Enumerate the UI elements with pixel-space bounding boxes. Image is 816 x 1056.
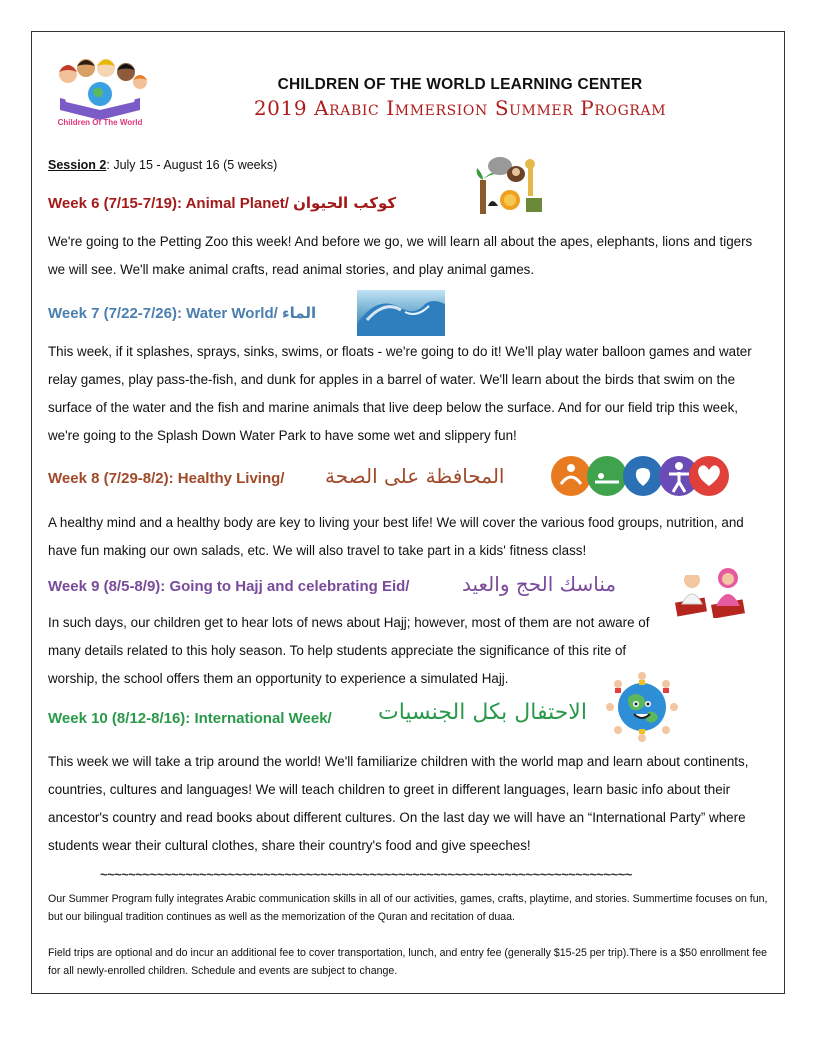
week-7-description: This week, if it splashes, sprays, sinks, swims, or floats - we're going to do it! We'll play water balloon games and water relay games, play pass-the-fish, and dunk for apples in a barrel of water. We'll learn about the birds that swim on the surface of the water and the fish and marine animals that live deep below the surface. And for our field trip this week, we're going to the Splash Down Water Park to have some wet and slippery fun! bbox=[48, 344, 752, 443]
week-7-arabic: الماء bbox=[281, 304, 317, 322]
week-6-arabic: كوكب الحيوان bbox=[293, 194, 397, 212]
week-10-description: This week we will take a trip around the world! We'll familiarize children with the world map and learn about continents, countries, cultures and languages! We will teach children to greet in different languages, learn basic info about their ancestor's country and read books about different cultures. On the last day we will have an “International Party” where students wear their cultural clothes, share their country's food and give speeches! bbox=[48, 754, 749, 853]
week-8-heading bbox=[48, 470, 284, 487]
session-dates: : July 15 - August 16 (5 weeks) bbox=[106, 158, 278, 172]
week-9-description: In such days, our children get to hear lots of news about Hajj; however, most of them are not aware of many details related to this holy season. To help students appreciate the significance of this rite of worship, the school offers them an opportunity to experience a simulated Hajj. bbox=[48, 615, 650, 686]
week-9-title: Week 9 (8/5-8/9): Going to Hajj and celebrating Eid/ bbox=[48, 578, 410, 595]
animals-icon bbox=[476, 156, 544, 216]
health-icons bbox=[549, 454, 729, 498]
wave-icon bbox=[357, 290, 445, 336]
week-9-arabic: مناسك الحج والعيد bbox=[462, 572, 617, 596]
week-8-description: A healthy mind and a healthy body are key to living your best life! We will cover the various food groups, nutrition, and have fun making our own salads, etc. We will also travel to take part in a kids' fitness class! bbox=[48, 515, 744, 558]
week-7-heading bbox=[48, 304, 316, 322]
week-8-arabic: المحافظة على الصحة bbox=[325, 464, 505, 488]
logo-text: Children Of The World bbox=[57, 118, 143, 126]
praying-children-icon bbox=[672, 564, 748, 618]
week-9-heading bbox=[48, 578, 409, 595]
week-8-title: Week 8 (7/29-8/2): Healthy Living/ bbox=[48, 470, 285, 487]
note-arabic-integration: Our Summer Program fully integrates Arabic communication skills in all of our activities, games, crafts, playtime, and stories. Summertime focuses on fun, but our bilingual tradition continues as well as the memorization of the Quran and recitation of duaa. bbox=[48, 893, 768, 923]
session-line bbox=[48, 158, 277, 172]
week-6-title: Week 6 (7/15-7/19): Animal Planet/ bbox=[48, 195, 289, 212]
divider: ~~~~~~~~~~~~~~~~~~~~~~~~~~~~~~~~~~~~~~~~~~~~~~~~~~~~~~~~~~~~~~~~~~~~~~~~~~~ bbox=[100, 867, 632, 882]
week-10-title: Week 10 (8/12-8/16): International Week/ bbox=[48, 710, 332, 727]
week-9-description-part1 bbox=[48, 609, 668, 693]
program-title: 2019 Arabic Immersion Summer Program bbox=[253, 96, 667, 120]
week-7-title: Week 7 (7/22-7/26): Water World/ bbox=[48, 305, 278, 322]
globe-icon bbox=[604, 670, 680, 744]
org-name: CHILDREN OF THE WORLD LEARNING CENTER bbox=[277, 76, 643, 93]
week-10-arabic: الاحتفال بكل الجنسيات bbox=[378, 700, 587, 725]
session-label: Session 2 bbox=[48, 158, 107, 172]
week-6-heading bbox=[48, 194, 396, 212]
school-logo bbox=[48, 52, 152, 126]
week-6-description: We're going to the Petting Zoo this week! And before we go, we will learn all about the apes, elephants, lions and tigers we will see. We'll make animal crafts, read animal stories, and play animal games. bbox=[48, 234, 753, 277]
week-10-heading bbox=[48, 710, 332, 727]
note-fees: Field trips are optional and do incur an additional fee to cover transportation, lunch, and entry fee (generally $15-25 per trip).There is a $50 enrollment fee for all newly-enrolled children. Schedule and events are subject to change. bbox=[48, 947, 768, 977]
